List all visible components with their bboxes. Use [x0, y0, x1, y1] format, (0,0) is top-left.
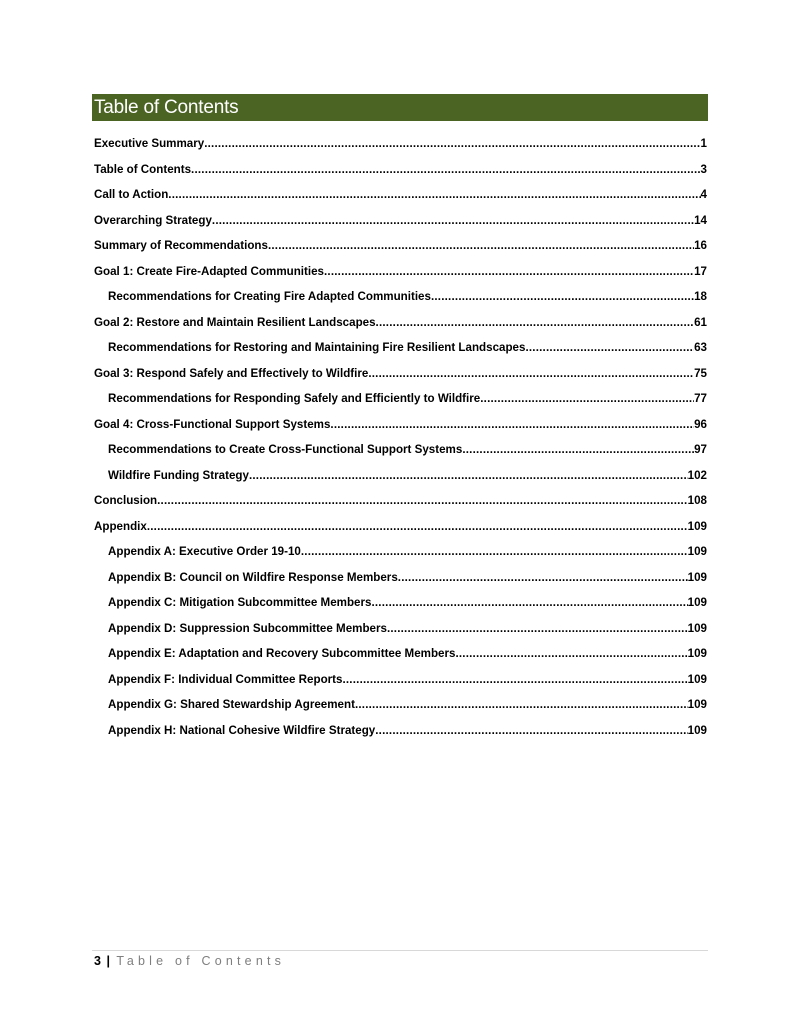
- toc-dot-leader: [168, 188, 700, 201]
- toc-entry-label: Appendix D: Suppression Subcommittee Members: [108, 621, 387, 635]
- toc-dot-leader: [324, 265, 694, 278]
- toc-dot-leader: [455, 647, 687, 660]
- toc-entry-label: Appendix C: Mitigation Subcommittee Members: [108, 596, 372, 609]
- toc-entry[interactable]: [94, 494, 707, 520]
- toc-dot-leader: [480, 392, 694, 405]
- toc-entry-page: 14: [694, 213, 707, 227]
- toc-entry[interactable]: [94, 724, 707, 750]
- toc-dot-leader: [355, 698, 688, 711]
- toc-entry-page: 1: [700, 137, 707, 150]
- toc-entry-label: Conclusion: [94, 494, 158, 507]
- toc-entry-label: Wildfire Funding Strategy: [108, 468, 249, 482]
- toc-entry-label: Goal 3: Respond Safely and Effectively to Wildfire: [94, 366, 369, 380]
- toc-dot-leader: [249, 469, 688, 482]
- toc-entry-page: 97: [694, 443, 707, 456]
- toc-entry[interactable]: [94, 341, 707, 367]
- toc-entry-page: 109: [687, 596, 707, 609]
- toc-dot-leader: [387, 622, 688, 635]
- toc-dot-leader: [525, 341, 694, 354]
- toc-entry-label: Recommendations for Restoring and Maintaining Fire Resilient Landscapes: [108, 341, 526, 354]
- toc-entry-label: Appendix H: National Cohesive Wildfire Strategy: [108, 723, 376, 737]
- toc-dot-leader: [191, 163, 701, 176]
- toc-entry-page: 109: [687, 723, 707, 737]
- toc-entry[interactable]: [94, 698, 707, 724]
- toc-entry-page: 109: [687, 698, 707, 711]
- toc-dot-leader: [376, 316, 695, 329]
- toc-dot-leader: [204, 137, 700, 150]
- toc-entry[interactable]: [94, 367, 707, 393]
- toc-entry-label: Goal 4: Cross-Functional Support Systems: [94, 417, 331, 431]
- toc-entry-page: 109: [687, 519, 707, 533]
- toc-entry[interactable]: [94, 163, 707, 189]
- toc-entry-label: Recommendations to Create Cross-Functional Support Systems: [108, 443, 463, 456]
- toc-entry-page: 17: [694, 264, 707, 278]
- toc-entry[interactable]: [94, 443, 707, 469]
- toc-dot-leader: [157, 494, 688, 507]
- toc-entry[interactable]: [94, 188, 707, 214]
- toc-entry-page: 77: [694, 392, 707, 405]
- toc-entry[interactable]: [94, 392, 707, 418]
- toc-heading: Table of Contents: [94, 96, 239, 118]
- toc-dot-leader: [268, 239, 694, 252]
- toc-dot-leader: [342, 673, 687, 686]
- toc-entry-label: Call to Action: [94, 188, 169, 201]
- toc-entry-label: Appendix F: Individual Committee Reports: [108, 672, 343, 686]
- toc-entry-page: 109: [687, 621, 707, 635]
- toc-entry-label: Table of Contents: [94, 162, 192, 176]
- toc-entry[interactable]: [94, 571, 707, 597]
- toc-entry[interactable]: [94, 239, 707, 265]
- toc-entry-page: 63: [694, 341, 707, 354]
- toc-entry-page: 18: [694, 290, 707, 303]
- footer-separator: |: [106, 954, 110, 968]
- toc-dot-leader: [212, 214, 694, 227]
- toc-dot-leader: [371, 596, 687, 609]
- toc-dot-leader: [368, 367, 694, 380]
- footer-page-number: 3: [94, 954, 101, 968]
- toc-entry-page: 109: [687, 647, 707, 660]
- toc-entry[interactable]: [94, 265, 707, 291]
- toc-entry-label: Appendix A: Executive Order 19-10: [108, 545, 301, 558]
- toc-heading-bar: [92, 94, 708, 121]
- toc-entry-page: 109: [687, 672, 707, 686]
- footer-section-label: Table of Contents: [116, 954, 286, 968]
- toc-entry[interactable]: [94, 647, 707, 673]
- toc-entry-page: 108: [687, 494, 707, 507]
- footer-divider: [92, 950, 708, 951]
- toc-entry-label: Appendix G: Shared Stewardship Agreement: [108, 698, 355, 711]
- toc-entry-page: 16: [694, 239, 707, 252]
- toc-entry-label: Appendix E: Adaptation and Recovery Subcommittee Members: [108, 647, 456, 660]
- page-footer: [94, 954, 285, 968]
- toc-entry[interactable]: [94, 418, 707, 444]
- toc-entry[interactable]: [94, 520, 707, 546]
- toc-entry-page: 109: [687, 545, 707, 558]
- toc-entry-label: Goal 2: Restore and Maintain Resilient Landscapes: [94, 315, 376, 329]
- toc-entry-label: Summary of Recommendations: [94, 239, 268, 252]
- toc-entry-label: Executive Summary: [94, 137, 205, 150]
- toc-list: [94, 137, 707, 749]
- toc-entry[interactable]: [94, 469, 707, 495]
- toc-entry-page: 61: [694, 315, 707, 329]
- toc-entry-label: Appendix: [94, 519, 147, 533]
- toc-entry[interactable]: [94, 545, 707, 571]
- toc-entry-label: Recommendations for Responding Safely and Efficiently to Wildfire: [108, 392, 481, 405]
- toc-dot-leader: [301, 545, 688, 558]
- toc-entry[interactable]: [94, 137, 707, 163]
- toc-entry-page: 96: [694, 417, 707, 431]
- toc-dot-leader: [398, 571, 688, 584]
- toc-dot-leader: [462, 443, 694, 456]
- toc-entry-label: Overarching Strategy: [94, 213, 212, 227]
- toc-dot-leader: [375, 724, 687, 737]
- toc-entry-page: 3: [700, 162, 707, 176]
- toc-entry[interactable]: [94, 214, 707, 240]
- toc-entry[interactable]: [94, 673, 707, 699]
- toc-entry-page: 4: [700, 188, 707, 201]
- toc-entry[interactable]: [94, 316, 707, 342]
- toc-dot-leader: [431, 290, 694, 303]
- toc-entry-label: Recommendations for Creating Fire Adapted Communities: [108, 290, 431, 303]
- toc-dot-leader: [147, 520, 688, 533]
- toc-entry[interactable]: [94, 596, 707, 622]
- toc-dot-leader: [330, 418, 694, 431]
- toc-entry-label: Goal 1: Create Fire-Adapted Communities: [94, 264, 324, 278]
- toc-entry[interactable]: [94, 622, 707, 648]
- toc-entry-page: 109: [687, 570, 707, 584]
- toc-entry[interactable]: [94, 290, 707, 316]
- toc-entry-label: Appendix B: Council on Wildfire Response Members: [108, 570, 398, 584]
- toc-entry-page: 75: [694, 366, 707, 380]
- toc-entry-page: 102: [687, 468, 707, 482]
